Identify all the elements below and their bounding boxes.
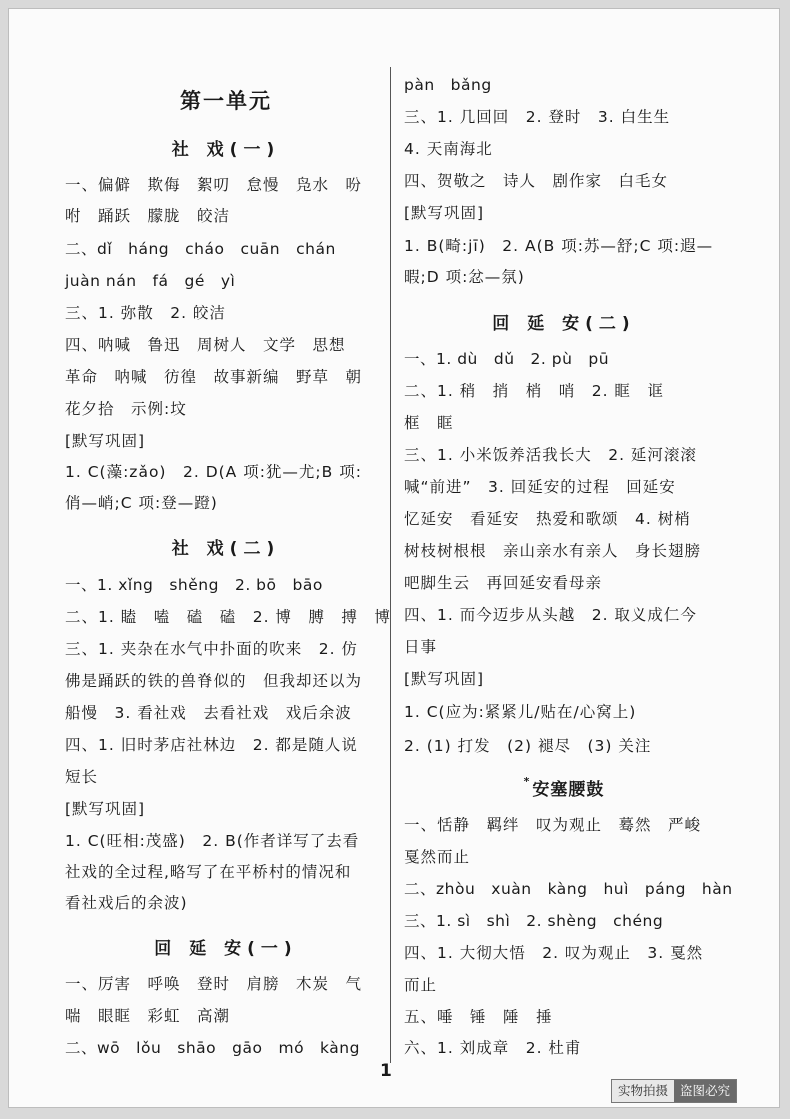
answer-line: 三、1. 夹杂在水气中扑面的吹来 2. 仿 bbox=[65, 640, 358, 658]
watermark-stamp bbox=[611, 1079, 737, 1103]
answer-line: 一、1. xǐng shěng 2. bō bāo bbox=[65, 576, 323, 594]
answer-line: 1. C(藻:zǎo) 2. D(A 项:犹—尤;B 项: bbox=[65, 463, 362, 481]
section-title-ansai-yaogu bbox=[404, 775, 724, 800]
answer-line: 一、恬静 羁绊 叹为观止 蓦然 严峻 bbox=[404, 816, 702, 834]
answer-line: 二、dǐ háng cháo cuān chán bbox=[65, 240, 336, 258]
answer-line: 三、1. 几回回 2. 登时 3. 白生生 bbox=[404, 108, 671, 126]
answer-line: 六、1. 刘成章 2. 杜甫 bbox=[404, 1039, 582, 1057]
stamp-left-text: 实物拍摄 bbox=[612, 1080, 674, 1102]
answer-page bbox=[8, 8, 780, 1108]
answer-line: 短长 bbox=[65, 768, 99, 786]
answer-line: 二、1. 稍 捎 梢 哨 2. 眶 诓 bbox=[404, 382, 664, 400]
answer-line: 五、唾 锤 陲 捶 bbox=[404, 1008, 553, 1026]
answer-line: 二、zhòu xuàn kàng huì páng hàn bbox=[404, 880, 733, 898]
answer-line: 喘 眼眶 彩虹 高潮 bbox=[65, 1007, 231, 1025]
answer-line: 看社戏后的余波) bbox=[65, 894, 188, 912]
answer-line: 四、1. 而今迈步从头越 2. 取义成仁今 bbox=[404, 606, 697, 624]
answer-line: 佛是踊跃的铁的兽脊似的 但我却还以为 bbox=[65, 672, 363, 690]
answer-line: 日事 bbox=[404, 638, 438, 656]
optional-star-mark: * bbox=[523, 775, 531, 788]
section-title-text: 安塞腰鼓 bbox=[532, 780, 605, 800]
answer-line: 一、偏僻 欺侮 絮叨 怠慢 凫水 吩 bbox=[65, 176, 363, 194]
answer-line: 革命 呐喊 彷徨 故事新编 野草 朝 bbox=[65, 368, 363, 386]
answer-line: 三、1. 弥散 2. 皎洁 bbox=[65, 304, 226, 322]
answer-line: 1. B(畸:jī) 2. A(B 项:苏—舒;C 项:遐— bbox=[404, 237, 714, 255]
column-divider bbox=[390, 67, 391, 1063]
answer-line: 2. (1) 打发 (2) 褪尽 (3) 关注 bbox=[404, 737, 652, 755]
answer-line: 三、1. sì shì 2. shèng chéng bbox=[404, 912, 664, 930]
answer-line: 一、1. dù dǔ 2. pù pū bbox=[404, 350, 610, 368]
answer-line-emphasis: 1. C(应为:紧紧儿/贴在/心窝上) bbox=[404, 703, 637, 721]
section-title-shexi-1: 社 戏(一) bbox=[171, 140, 281, 160]
answer-line: 喊“前进” 3. 回延安的过程 回延安 bbox=[404, 478, 676, 496]
answer-line: 四、1. 旧时茅店社林边 2. 都是随人说 bbox=[65, 736, 358, 754]
answer-line: 树枝树根根 亲山亲水有亲人 身长翅膀 bbox=[404, 542, 702, 560]
answer-line: 戛然而止 bbox=[404, 848, 471, 866]
dictation-heading: [默写巩固] bbox=[65, 800, 146, 818]
answer-line: 四、呐喊 鲁迅 周树人 文学 思想 bbox=[65, 336, 346, 354]
dictation-heading: [默写巩固] bbox=[404, 204, 485, 222]
answer-line: 忆延安 看延安 热爱和歌颂 4. 树梢 bbox=[404, 510, 691, 528]
page-number: 1 bbox=[380, 1061, 392, 1081]
section-title-shexi-2: 社 戏(二) bbox=[171, 539, 281, 559]
answer-line: 而止 bbox=[404, 976, 438, 994]
answer-line: 四、1. 大彻大悟 2. 叹为观止 3. 戛然 bbox=[404, 944, 704, 962]
answer-line: 三、1. 小米饭养活我长大 2. 延河滚滚 bbox=[404, 446, 697, 464]
unit-title: 第一单元 bbox=[180, 89, 272, 113]
answer-line: 花夕拾 示例:坟 bbox=[65, 400, 187, 418]
answer-line: 框 眶 bbox=[404, 414, 454, 432]
answer-line: 咐 踊跃 朦胧 皎洁 bbox=[65, 207, 231, 225]
section-title-huiyanan-2: 回 延 安(二) bbox=[492, 314, 636, 334]
answer-line: 一、厉害 呼唤 登时 肩膀 木炭 气 bbox=[65, 975, 363, 993]
answer-line: 俏—峭;C 项:登—蹬) bbox=[65, 494, 218, 512]
stamp-right-text: 盗图必究 bbox=[674, 1080, 736, 1102]
answer-line: 船慢 3. 看社戏 去看社戏 戏后余波 bbox=[65, 704, 352, 722]
answer-line: 四、贺敬之 诗人 剧作家 白毛女 bbox=[404, 172, 669, 190]
answer-line: 1. C(旺相:茂盛) 2. B(作者详写了去看 bbox=[65, 832, 360, 850]
dictation-heading: [默写巩固] bbox=[404, 670, 485, 688]
section-title-huiyanan-1: 回 延 安(一) bbox=[154, 939, 298, 959]
answer-line: 吧脚生云 再回延安看母亲 bbox=[404, 574, 603, 592]
answer-line: pàn bǎng bbox=[404, 76, 492, 94]
dictation-heading: [默写巩固] bbox=[65, 432, 146, 450]
answer-line: juàn nán fá gé yì bbox=[65, 272, 236, 290]
answer-line: 二、wō lǒu shāo gāo mó kàng bbox=[65, 1039, 360, 1057]
answer-line: 暇;D 项:忿—氛) bbox=[404, 268, 525, 286]
answer-line: 二、1. 瞌 嗑 磕 磕 2. 博 膊 搏 博 bbox=[65, 608, 391, 626]
answer-line: 4. 天南海北 bbox=[404, 140, 493, 158]
answer-line: 社戏的全过程,略写了在平桥村的情况和 bbox=[65, 863, 352, 881]
